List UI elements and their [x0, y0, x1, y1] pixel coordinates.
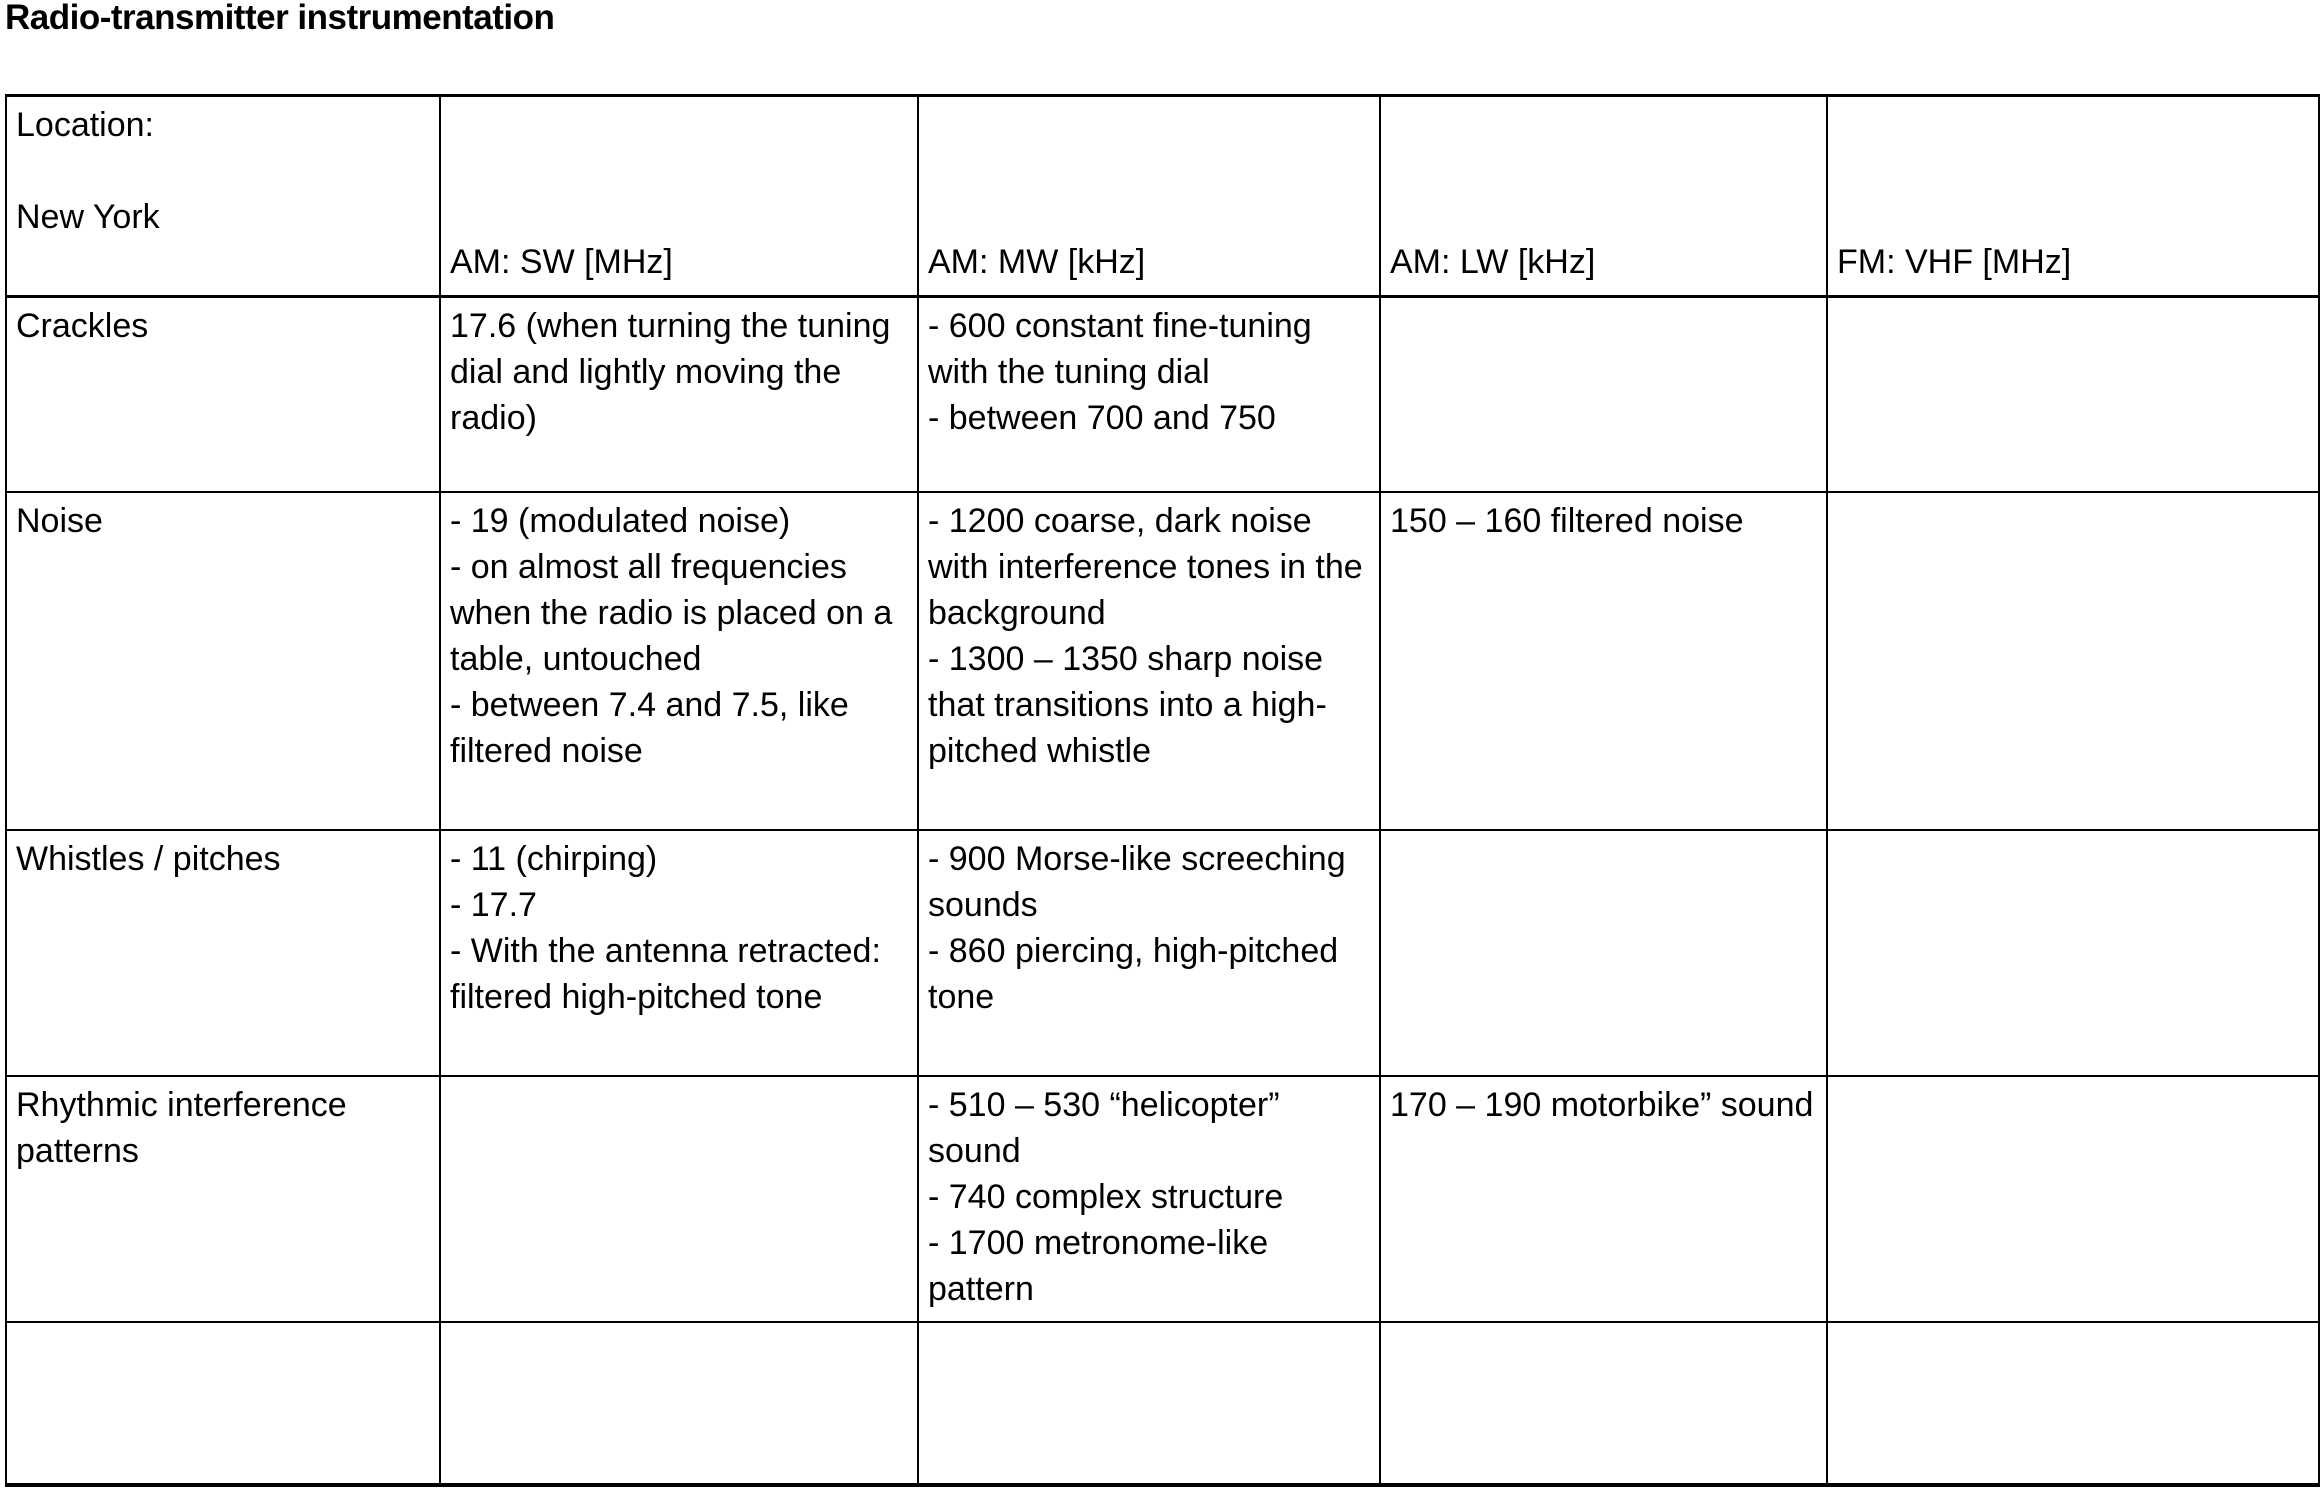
cell-line: - 600 constant fine-tuning with the tuning dial	[928, 307, 1322, 391]
row-label-rhythmic[interactable]: Rhythmic interference patterns	[6, 1076, 440, 1322]
cell-line: - 11 (chirping)	[450, 839, 658, 878]
cell-line: 170 – 190 motorbike” sound	[1390, 1085, 1814, 1124]
cell-line: - between 700 and 750	[928, 399, 1276, 437]
cell-whistles-am-lw[interactable]	[1380, 830, 1827, 1076]
cell-line: - 860 piercing, high-pitched tone	[928, 931, 1348, 1016]
cell-crackles-am-mw[interactable]	[918, 297, 1380, 492]
location-cell[interactable]	[6, 96, 440, 297]
column-header-am-lw[interactable]: AM: LW [kHz]	[1380, 96, 1827, 297]
cell-line: 17.6 (when turning the tuning dial and lightly moving the radio)	[450, 307, 900, 437]
cell-line: - 1300 – 1350 sharp noise that transitions into a high-pitched whistle	[928, 639, 1333, 770]
cell-noise-am-lw[interactable]	[1380, 492, 1827, 830]
table-row-noise	[6, 492, 2319, 830]
column-header-fm-vhf[interactable]: FM: VHF [MHz]	[1827, 96, 2319, 297]
cell-line: - 1700 metronome-like pattern	[928, 1223, 1278, 1308]
cell-rhythmic-am-sw[interactable]	[440, 1076, 918, 1322]
location-label: Location:	[16, 106, 154, 144]
header-row	[6, 96, 2319, 297]
column-header-am-mw[interactable]: AM: MW [kHz]	[918, 96, 1380, 297]
table-row-whistles	[6, 830, 2319, 1076]
cell-crackles-am-sw[interactable]	[440, 297, 918, 492]
table-row-crackles	[6, 297, 2319, 492]
table-row-empty	[6, 1322, 2319, 1485]
column-header-am-sw[interactable]: AM: SW [MHz]	[440, 96, 918, 297]
cell-empty-am-lw[interactable]	[1380, 1322, 1827, 1485]
row-label-crackles[interactable]: Crackles	[6, 297, 440, 492]
cell-line: - 510 – 530 “helicopter” sound	[928, 1085, 1289, 1170]
cell-empty-am-mw[interactable]	[918, 1322, 1380, 1485]
row-label-whistles[interactable]: Whistles / pitches	[6, 830, 440, 1076]
cell-crackles-fm-vhf[interactable]	[1827, 297, 2319, 492]
cell-rhythmic-am-lw[interactable]	[1380, 1076, 1827, 1322]
cell-line: - 17.7	[450, 885, 537, 924]
cell-empty-am-sw[interactable]	[440, 1322, 918, 1485]
cell-noise-am-sw[interactable]	[440, 492, 918, 830]
cell-whistles-am-mw[interactable]	[918, 830, 1380, 1076]
cell-crackles-am-lw[interactable]	[1380, 297, 1827, 492]
cell-line: - between 7.4 and 7.5, like filtered noise	[450, 685, 859, 770]
instrumentation-table	[5, 94, 2320, 1487]
row-label-empty[interactable]	[6, 1322, 440, 1485]
cell-line: - 740 complex structure	[928, 1177, 1284, 1216]
cell-rhythmic-am-mw[interactable]	[918, 1076, 1380, 1322]
cell-line: - With the antenna retracted: filtered high-pitched tone	[450, 931, 891, 1016]
table-row-rhythmic	[6, 1076, 2319, 1322]
cell-line: - 900 Morse-like screeching sounds	[928, 839, 1356, 924]
cell-line: - 19 (modulated noise)	[450, 501, 791, 540]
cell-noise-am-mw[interactable]	[918, 492, 1380, 830]
cell-line: - on almost all frequencies when the radio is placed on a table, untouched	[450, 547, 902, 678]
cell-whistles-am-sw[interactable]	[440, 830, 918, 1076]
cell-line: - 1200 coarse, dark noise with interference tones in the background	[928, 501, 1373, 632]
cell-empty-fm-vhf[interactable]	[1827, 1322, 2319, 1485]
location-value: New York	[16, 198, 160, 236]
cell-rhythmic-fm-vhf[interactable]	[1827, 1076, 2319, 1322]
cell-line: 150 – 160 filtered noise	[1390, 501, 1744, 540]
row-label-noise[interactable]: Noise	[6, 492, 440, 830]
cell-whistles-fm-vhf[interactable]	[1827, 830, 2319, 1076]
document-title: Radio-transmitter instrumentation	[5, 0, 555, 37]
cell-noise-fm-vhf[interactable]	[1827, 492, 2319, 830]
